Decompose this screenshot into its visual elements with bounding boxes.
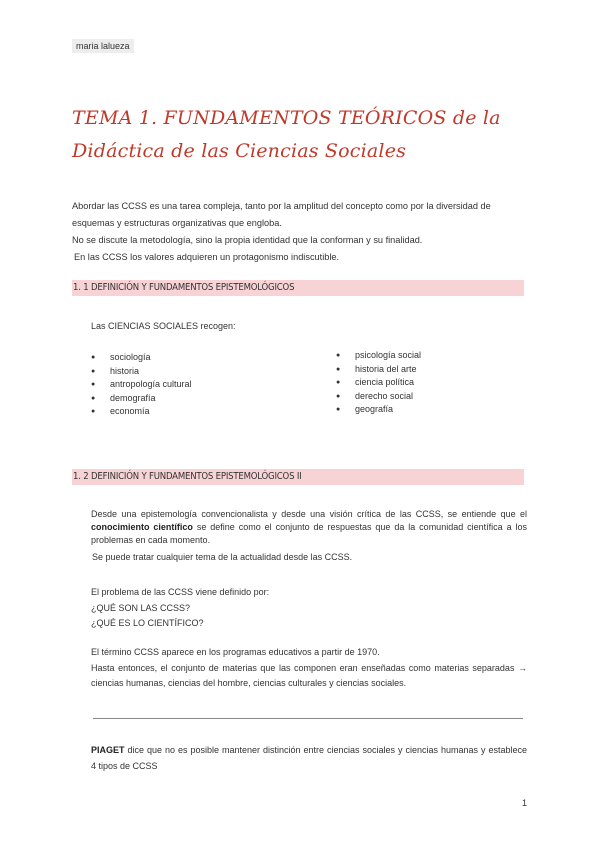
- list-item: ● antropología cultural: [91, 378, 311, 392]
- list-item: ● derecho social: [336, 390, 536, 404]
- section-heading-1: 1. 1 DEFINICIÓN Y FUNDAMENTOS EPISTEMOLÓGICOS: [72, 280, 524, 296]
- text: dice que no es posible mantener distinción entre ciencias sociales y ciencias humanas y establece 4 tipos de CCSS: [91, 745, 527, 771]
- section-heading-2: 1. 2 DEFINICIÓN Y FUNDAMENTOS EPISTEMOLÓGICOS II: [72, 469, 524, 485]
- list-item: ● historia: [91, 365, 311, 379]
- text: El problema de las CCSS viene definido por:: [91, 587, 270, 597]
- section2-paragraph-2: Se puede tratar cualquier tema de la actualidad desde las CCSS.: [92, 552, 353, 562]
- list-item: ● sociología: [91, 351, 311, 365]
- author-label: maria lalueza: [72, 39, 134, 53]
- list-item: ● ciencia política: [336, 376, 536, 390]
- question-2: ¿QUÉ ES LO CIENTÍFICO?: [91, 618, 204, 628]
- section2-problem-block: [91, 585, 527, 632]
- bold-term: conocimiento científico: [91, 522, 193, 532]
- question-1: ¿QUÉ SON LAS CCSS?: [91, 602, 191, 613]
- divider: [93, 718, 523, 719]
- text: Desde una epistemología convencionalista y desde una visión crítica de las CCSS, se entiende que el: [91, 509, 527, 519]
- ccss-list-left: [91, 351, 311, 419]
- intro-line-3: En las CCSS los valores adquieren un protagonismo indiscutible.: [74, 252, 340, 262]
- text: se define como el conjunto de respuestas que da la comunidad científica a los problemas en cada momento.: [91, 522, 527, 545]
- list-item: ● psicología social: [336, 349, 536, 363]
- list-item: ● demografía: [91, 392, 311, 406]
- text: El término CCSS aparece en los programas educativos a partir de 1970.: [91, 647, 380, 657]
- section2-piaget-paragraph: [91, 742, 527, 774]
- section2-paragraph-1: [91, 508, 527, 547]
- section1-lead: Las CIENCIAS SOCIALES recogen:: [91, 321, 236, 331]
- intro-line-2: No se discute la metodología, sino la propia identidad que la conforman y su finalidad.: [72, 235, 423, 245]
- bold-term: PIAGET: [91, 745, 125, 755]
- page-title: TEMA 1. FUNDAMENTOS TEÓRICOS de la Didáctica de las Ciencias Sociales: [72, 107, 501, 162]
- text: Hasta entonces, el conjunto de materias que las componen eran enseñadas como materias separadas → ciencias humanas, ciencias del hombre, ciencias culturales y ciencias sociales.: [91, 662, 527, 688]
- list-item: ● historia del arte: [336, 363, 536, 377]
- section2-history-block: [91, 645, 527, 692]
- list-item: ● geografía: [336, 403, 536, 417]
- list-item: ● economía: [91, 405, 311, 419]
- intro-line-1: Abordar las CCSS es una tarea compleja, tanto por la amplitud del concepto como por la diversidad de esquemas y estructuras organizativas que engloba.: [72, 201, 491, 228]
- page-number: 1: [522, 798, 528, 808]
- ccss-list-right: [336, 349, 536, 417]
- intro-paragraph: [72, 198, 527, 266]
